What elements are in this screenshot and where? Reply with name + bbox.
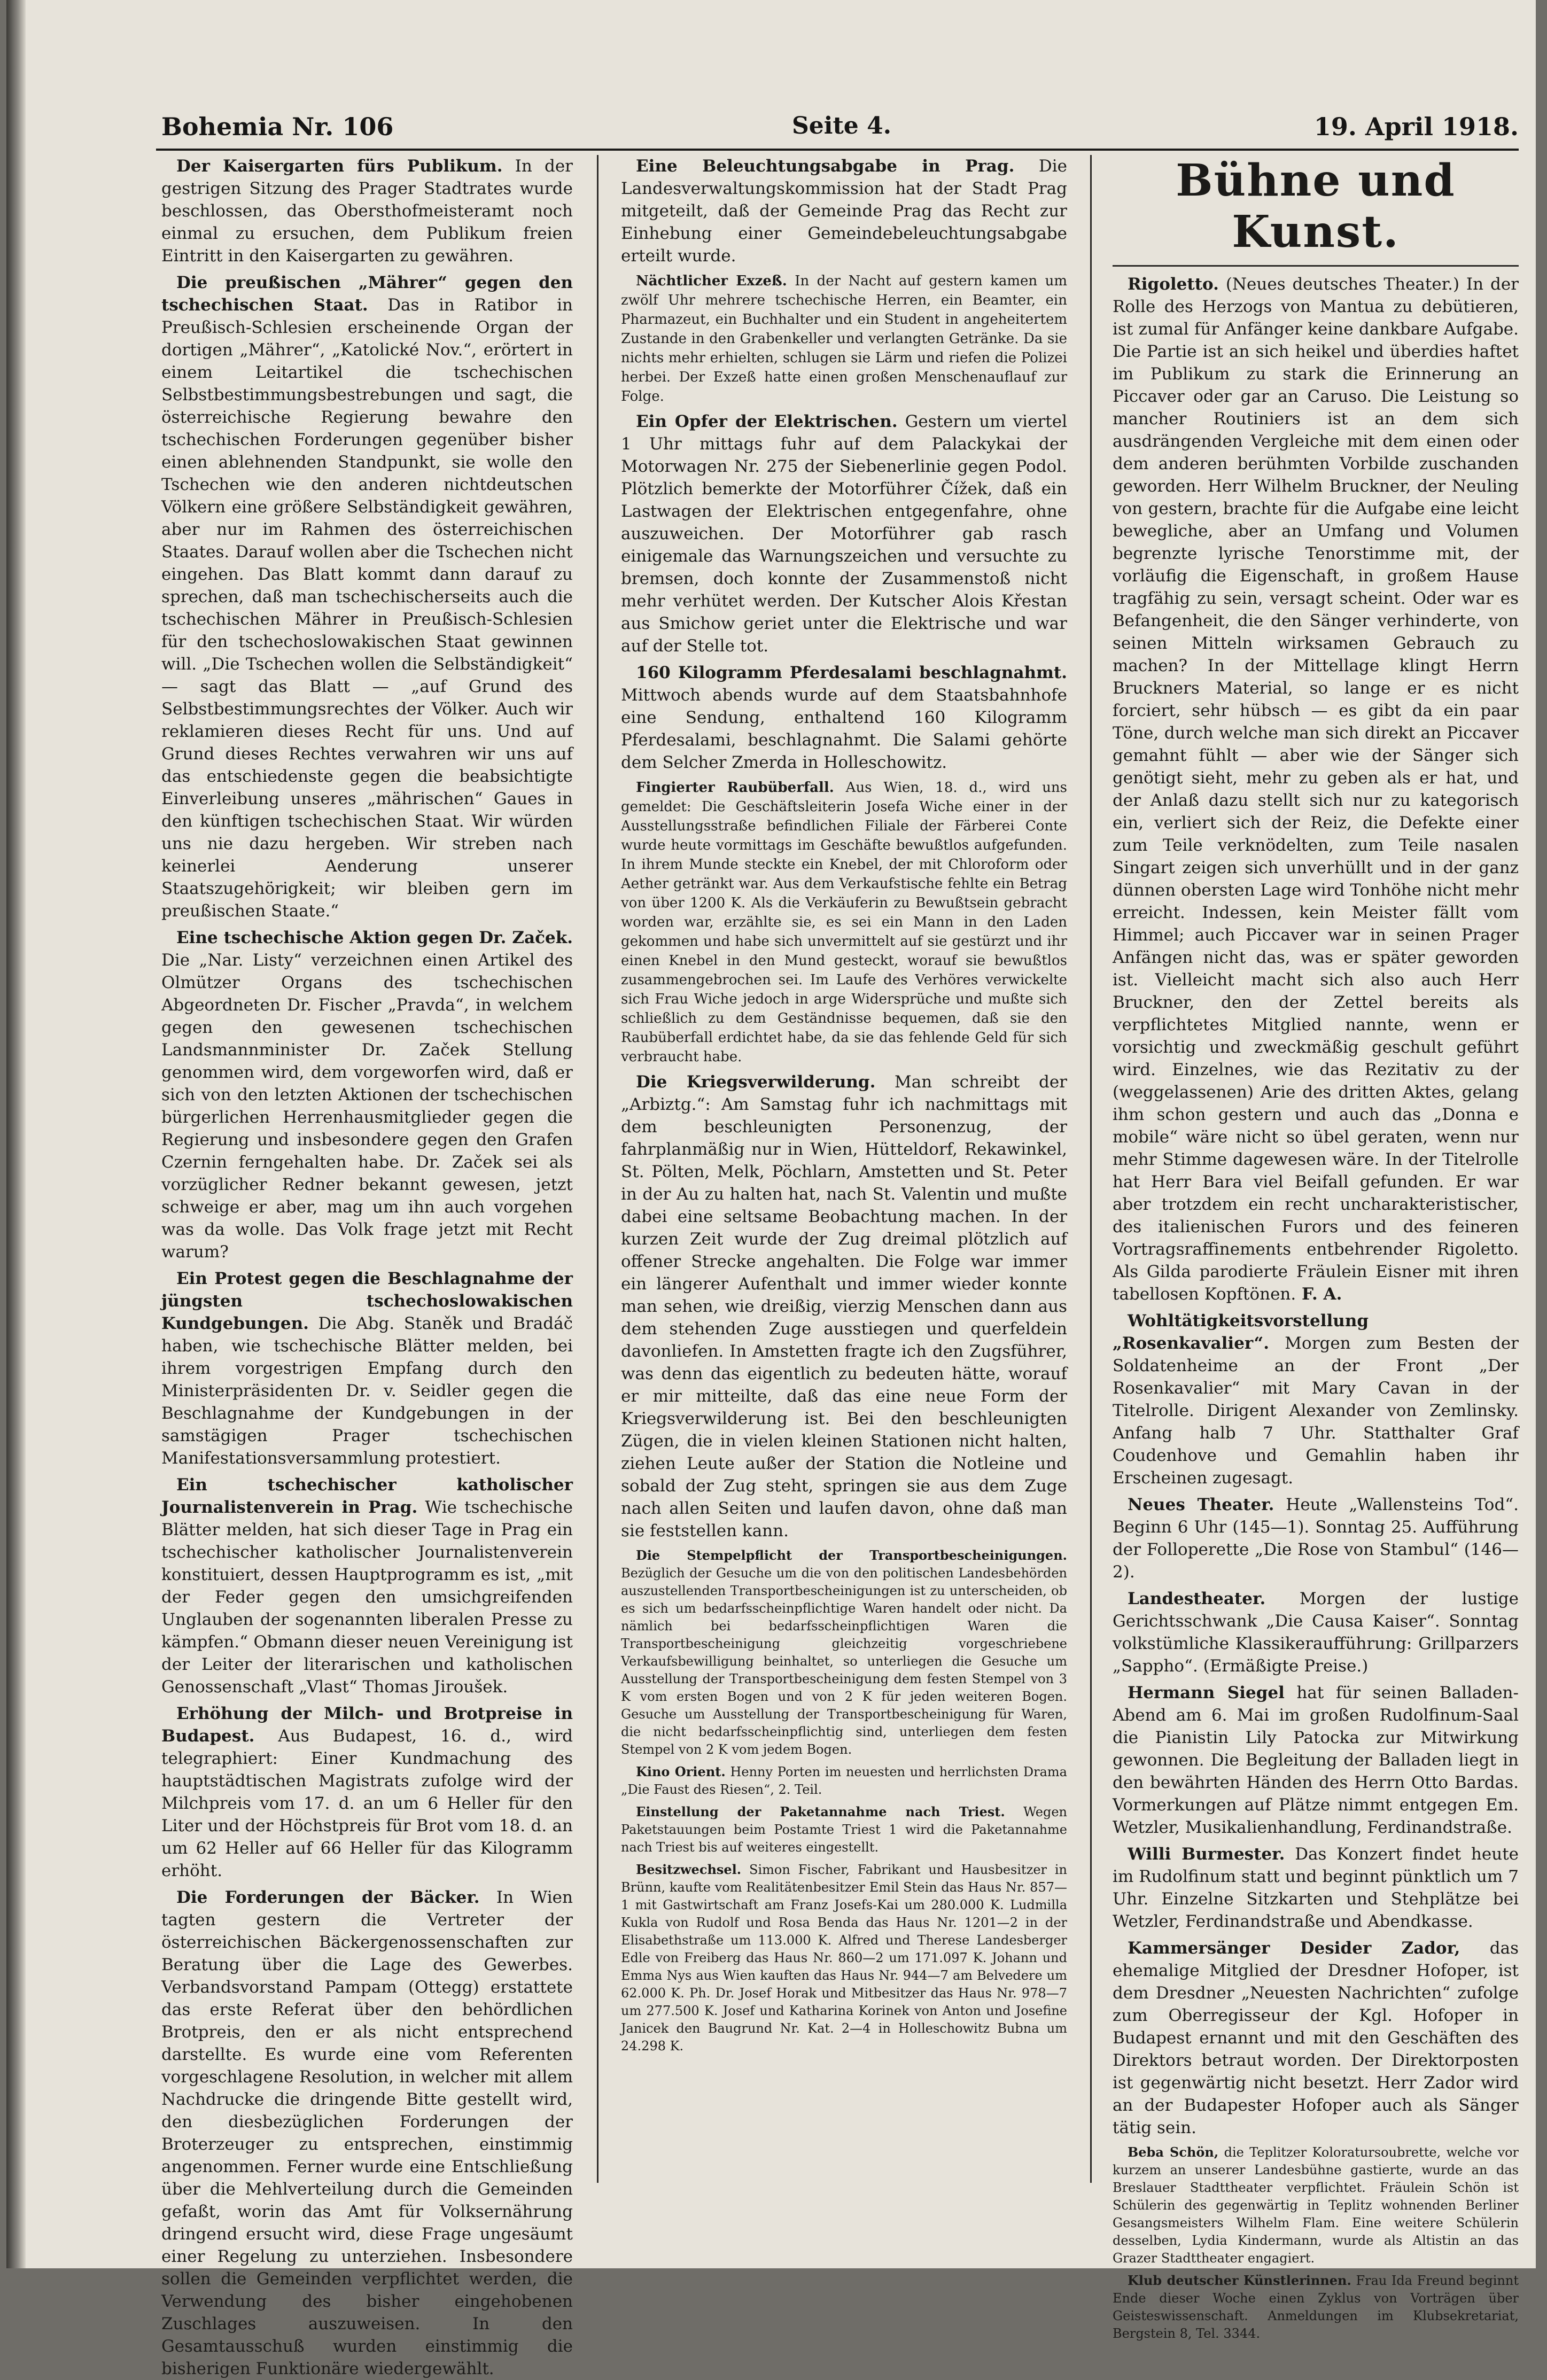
article-headline: Ein Protest gegen die Beschlagnahme der jüngsten tschechoslowakischen Kundgebungen.: [161, 1269, 573, 1333]
article-signature: F. A.: [1296, 1285, 1342, 1304]
article: [161, 1886, 573, 2380]
article: [1113, 1588, 1519, 1677]
article-body: Morgen zum Besten der Soldatenheime an der Front „Der Rosenkavalier“ mit Mary Cavan in der Titelrolle. Dirigent Alexander von Zemlinsky. Anfang halb 7 Uhr. Statthalter Graf Coudenhove und Gemahlin haben ihr Erscheinen zugesagt.: [1113, 1334, 1519, 1488]
article-body: Aus Wien, 18. d., wird uns gemeldet: Die Geschäftsleiterin Josefa Wiche einer in der Ausstellungsstraße befindlichen Filiale der Färberei Conte wurde heute vormittags im Geschäfte bewußtlos aufgefunden. In ihrem Munde steckte ein Knebel, der mit Chloroform oder Aether getränkt war. Aus dem Verkaufstische fehlte ein Betrag von über 1200 K. Als die Verkäuferin zu Bewußtsein gebracht worden war, erzählte sie, es sei ein Mann in den Laden gekommen und habe sich unvermittelt auf sie gestürzt und ihr einen Knebel in den Mund gesteckt, worauf sie bewußtlos zusammengebrochen sei. Im Laufe des Verhöres verwickelte sich Frau Wiche jedoch in arge Widersprüche und mußte sich schließlich zu dem Geständnisse bequemen, daß sie den Raubüberfall erdichtet habe, da sie das fehlende Geld für sich verbraucht habe.: [621, 780, 1067, 1065]
article: [161, 1702, 573, 1882]
article: [161, 927, 573, 1263]
article: [161, 155, 573, 267]
article-headline: Landestheater.: [1128, 1589, 1266, 1608]
masthead-rule: [156, 149, 1519, 151]
column-local-news: [161, 155, 573, 2378]
article-body: Wie tschechische Blätter melden, hat sich dieser Tage in Prag ein tschechischer katholischer Journalistenverein konstituiert, dessen Hauptprogramm es ist, „mit der Feder gegen den umsichgreifenden Unglauben der sogenannten liberalen Presse zu kämpfen.“ Obmann dieser neuen Vereinigung ist der Leiter der literarischen und katholischen Genossenschaft „Vlast“ Thomas Jiroušek.: [161, 1498, 573, 1697]
article-headline: Klub deutscher Künstlerinnen.: [1128, 2273, 1351, 2288]
article: [621, 410, 1067, 657]
article-headline: Kammersänger Desider Zador,: [1128, 1939, 1460, 1958]
article: [621, 155, 1067, 267]
article-body: Wegen Paketstauungen beim Postamte Triest 1 wird die Paketannahme nach Triest bis auf weiteres eingestellt.: [621, 1805, 1067, 1855]
masthead-page-number: Seite 4.: [792, 112, 892, 139]
article-headline: Einstellung der Paketannahme nach Triest.: [636, 1804, 1005, 1819]
section-title: Bühne und Kunst.: [1176, 155, 1456, 258]
article-body: Simon Fischer, Fabrikant und Hausbesitzer in Brünn, kaufte vom Realitätenbesitzer Emil Stein das Haus Nr. 857—1 mit Gastwirtschaft am Franz Josefs-Kai um 280.000 K. Ludmilla Kukla von Rudolf und Rosa Benda das Haus Nr. 1201—2 in der Elisabethstraße um 113.000 K. Alfred und Therese Landesberger Edle von Freiberg das Haus Nr. 860—2 um 171.097 K. Johann und Emma Nys aus Wien kauften das Haus Nr. 944—7 am Belvedere um 62.000 K. Ph. Dr. Josef Horak und Mitbesitzer das Haus Nr. 978—7 um 277.500 K. Josef und Katharina Korinek von Anton und Josefine Janicek den Baugrund Nr. Kat. 2—4 in Holleschowitz Bubna um 24.298 K.: [621, 1862, 1067, 2054]
article: [621, 1803, 1067, 1856]
masthead: [161, 112, 1519, 150]
article: [1113, 1937, 1519, 2139]
article-headline: Rigoletto.: [1128, 275, 1219, 294]
article-headline: Eine tschechische Aktion gegen Dr. Začek.: [176, 928, 573, 947]
article-body: In Wien tagten gestern die Vertreter der österreichischen Bäckergenossenschaften zur Beratung über die Lage des Gewerbes. Verbandsvorstand Pampam (Ottegg) erstattete das erste Referat über den behördlichen Brotpreis, den er als nicht entsprechend darstellte. Es wurde eine vom Referenten vorgeschlagene Resolution, in welcher mit allem Nachdrucke die dringende Bitte gestellt wird, den diesbezüglichen Forderungen der Broterzeuger zu entsprechen, einstimmig angenommen. Ferner wurde eine Entschließung über die Mehlverteilung durch die Gemeinden gefaßt, worin das Amt für Volksernährung dringend ersucht wird, diese Frage ungesäumt einer Regelung zu unterziehen. Insbesondere sollen die Gemeinden verpflichtet werden, die Verwendung des bisher eingehobenen Zuschlages auszuweisen. In den Gesamtausschuß wurden einstimmig die bisherigen Funktionäre wiedergewählt.: [161, 1888, 573, 2378]
article: [1113, 1843, 1519, 1933]
article: [621, 1546, 1067, 1759]
article-body: Die Landesverwaltungskommission hat der Stadt Prag mitgeteilt, daß der Gemeinde Prag das Recht zur Einhebung einer Gemeindebeleuchtungsabgabe erteilt wurde.: [621, 157, 1068, 266]
article: [621, 662, 1067, 774]
article-body: Gestern um viertel 1 Uhr mittags fuhr auf dem Palackykai der Motorwagen Nr. 275 der Siebenerlinie gegen Podol. Plötzlich bemerkte der Motorführer Čížek, daß ein Lastwagen der Elektrischen entgegenfahre, ohne auszuweichen. Der Motorführer gab rasch einigemale das Warnungszeichen und versuchte zu bremsen, doch konnte der Zusammenstoß nicht mehr verhütet werden. Der Kutscher Alois Křestan aus Smichow geriet unter die Elektrische und war auf der Stelle tot.: [621, 412, 1067, 656]
article: [621, 1763, 1067, 1799]
article-headline: Die preußischen „Mährer“ gegen den tschechischen Staat.: [161, 273, 573, 315]
masthead-date: 19. April 1918.: [1313, 112, 1519, 141]
article-headline: 160 Kilogramm Pferdesalami beschlagnahmt.: [636, 663, 1067, 682]
article: [1113, 1682, 1519, 1839]
newspaper-page: [6, 0, 1536, 2378]
article: [1113, 1494, 1519, 1583]
article-headline: Die Kriegsverwilderung.: [636, 1072, 876, 1092]
column-city-news: [621, 155, 1067, 2191]
article-headline: Nächtlicher Exzeß.: [636, 273, 787, 289]
article-body: Das in Ratibor in Preußisch-Schlesien erscheinende Organ der dortigen „Mährer“, „Katolické Nov.“, erörtert in einem Leitartikel die tschechischen Selbstbestimmungsbestrebungen und sagt, die österreichische Regierung bewahre den tschechischen Forderungen gegenüber bisher einen ablehnenden Standpunkt, sie wolle den Tschechen wie den anderen nichtdeutschen Völkern eine größere Selbständigkeit gewähren, aber nur im Rahmen des österreichischen Staates. Darauf wollen aber die Tschechen nicht eingehen. Das Blatt kommt dann darauf zu sprechen, daß man tschechischerseits auch die tschechischen Mährer in Preußisch-Schlesien für den tschechoslowakischen Staat gewinnen will. „Die Tschechen wollen die Selbständigkeit“ — sagt das Blatt — „auf Grund des Selbstbestimmungsrechtes der Völker. Auch wir reklamieren dieses Recht für uns. Und auf Grund dieses Rechtes verwahren wir uns auf das entschiedenste gegen die beabsichtigte Einverleibung unseres „mährischen“ Gaues in den künftigen tschechischen Staat. Wir würden uns nie dazu hergeben. Wir streben nach keinerlei Aenderung unserer Staatszugehörigkeit; wir bleiben gern im preußischen Staate.“: [161, 295, 573, 921]
article-body: hat für seinen Balladen-Abend am 6. Mai im großen Rudolfinum-Saal die Pianistin Lily Patocka zur Mitwirkung gewonnen. Die Begleitung der Balladen liegt in den bewährten Händen des Herrn Otto Bardas. Vormerkungen auf Plätze nimmt entgegen Em. Wetzler, Musikalienhandlung, Ferdinandstraße.: [1113, 1683, 1519, 1837]
column-divider: [597, 155, 598, 2183]
article-body: Man schreibt der „Arbiztg.“: Am Samstag fuhr ich nachmittags mit dem beschleunigten Personenzug, der fahrplanmäßig nur in Wien, Hütteldorf, Rekawinkel, St. Pölten, Melk, Pöchlarn, Amstetten und St. Peter in der Au zu halten hat, nach St. Valentin und mußte dabei eine seltsame Beobachtung machen. In der kurzen Zeit wurde der Zug dreimal plötzlich auf offener Strecke angehalten. Die Folge war immer ein längerer Aufenthalt und immer wieder konnte man sehen, wie dreißig, vierzig Menschen dann aus dem stehenden Zuge ausstiegen und querfeldein davonliefen. In Amstetten fragte ich den Zugsführer, was denn das eigentlich zu bedeuten hätte, worauf er mir mitteilte, daß das eine neue Form der Kriegsverwilderung ist. Bei den beschleunigten Zügen, die in vielen kleinen Stationen nicht halten, ziehen Leute außer der Station die Notleine und sobald der Zug steht, springen sie aus dem Zuge nach allen Seiten und laufen davon, ohne daß man sie feststellen kann.: [621, 1072, 1067, 1541]
article: [621, 778, 1067, 1067]
article-body: (Neues deutsches Theater.) In der Rolle des Herzogs von Mantua zu debütieren, ist zumal für Anfänger keine dankbare Aufgabe. Die Partie ist an sich heikel und überdies haftet im Publikum zu stark die Erinnerung an Piccaver oder gar an Caruso. Die Leistung so mancher Routiniers ist an dem sich ausdrängenden Vergleiche mit dem einen oder dem anderen berühmten Vorbilde zuschanden geworden. Herr Wilhelm Bruckner, der Neuling von gestern, brachte für die Aufgabe eine leicht bewegliche, aber an Umfang und Volumen begrenzte lyrische Tenorstimme mit, der vorläufig die Eigenschaft, in großem Hause tragfähig zu sein, versagt scheint. Oder war es Befangenheit, die den Sänger verhinderte, von seinen Mitteln wirksamen Gebrauch zu machen? In der Mittellage klingt Herrn Bruckners Material, so lange er es nicht forciert, sehr hübsch — es gibt da ein paar Töne, durch welche man sich direkt an Piccaver gemahnt fühlt — aber wie der Sänger sich genötigt sieht, mehr zu geben als er hat, und der Anlaß dazu stellt sich nur zu kategorisch ein, verliert sich der Reiz, die Defekte einer zum Teile verknödelten, zum Teile nasalen Singart zeigen sich unverhüllt und in der ganz dünnen obersten Lage wird Tonhöhe nicht mehr erreicht. Indessen, kein Meister fällt vom Himmel; auch Piccaver war in seinen Prager Anfängen nicht das, was er später geworden ist. Vielleicht macht sich also auch Herr Bruckner, den der Zettel bereits als verpflichtetes Mitglied nannte, wenn er vorsichtig und zweckmäßig geschult geführt wird. Einzelnes, wie das Rezitativ zu der (weggelassenen) Arie des dritten Aktes, gelang ihm schon gestern und auch das „Donna e mobile“ wäre nicht so übel geraten, wenn nur mehr Stimme dagewesen wäre. In der Titelrolle hat Herr Bara viel Beifall gefunden. Er war aber trotzdem ein recht uncharakteristischer, des italienischen Furors und des feineren Vortragsraffinements entbehrender Rigoletto. Als Gilda parodierte Fräulein Eisner mit ihren tabellosen Kopftönen.: [1113, 275, 1519, 1304]
article: [621, 271, 1067, 406]
article-headline: Die Forderungen der Bäcker.: [176, 1888, 480, 1907]
article-headline: Eine Beleuchtungsabgabe in Prag.: [636, 157, 1015, 176]
article-body: Die „Nar. Listy“ verzeichnen einen Artikel des Olmützer Organs des tschechischen Abgeordneten Dr. Fischer „Pravda“, in welchem gegen den gewesenen tschechischen Landsmannminister Dr. Začek Stellung genommen wird, dem vorgeworfen wird, daß er sich von den letzten Aktionen der tschechischen bürgerlichen Herrenhausmitglieder gegen die Regierung und insbesondere gegen den Grafen Czernin ferngehalten habe. Dr. Začek sei als vorzüglicher Redner bekannt gewesen, jetzt schweige er aber, mag um ihn auch vorgehen was da wolle. Das Volk frage jetzt mit Recht warum?: [161, 951, 573, 1262]
article-body: Mittwoch abends wurde auf dem Staatsbahnhofe eine Sendung, enthaltend 160 Kilogramm Pferdesalami, beschlagnahmt. Die Salami gehörte dem Selcher Zmerda in Holleschowitz.: [621, 686, 1067, 772]
article: [161, 1267, 573, 1469]
article: [621, 1861, 1067, 2055]
article-headline: Erhöhung der Milch- und Brotpreise in Budapest.: [161, 1704, 573, 1746]
article: [1113, 2272, 1519, 2343]
article-body: Henny Porten im neuesten und herrlichsten Drama „Die Faust des Riesen“, 2. Teil.: [621, 1764, 1067, 1797]
article-headline: Neues Theater.: [1128, 1495, 1274, 1514]
article-headline: Beba Schön,: [1128, 2144, 1219, 2160]
article-body: das ehemalige Mitglied der Dresdner Hofoper, ist dem Dresdner „Neuesten Nachrichten“ zufolge zum Oberregisseur der Kgl. Hofoper in Budapest ernannt und mit den Geschäften des Direktors betraut worden. Der Direktorposten ist gegenwärtig nicht besetzt. Herr Zador wird an der Budapester Hofoper auch als Sänger tätig sein.: [1113, 1939, 1519, 2137]
article-body: Bezüglich der Gesuche um die von den politischen Landesbehörden auszustellenden Transportbescheinigungen ist zu unterscheiden, ob es sich um bedarfsscheinpflichtige Waren handelt oder nicht. Da nämlich bei bedarfsscheinpflichtigen Waren die Transportbescheinigung gleichzeitig vorgeschriebene Verkaufsbewilligung beinhaltet, so unterliegen die Gesuche um Ausstellung der Transportbescheinigung dem festen Stempel von 3 K vom ersten Bogen und von 2 K für jeden weiteren Bogen. Gesuche um Ausstellung der Transportbescheinigung für Waren, die nicht bedarfsscheinpflichtig sind, unterliegen dem festen Stempel von 2 K vom jedem Bogen.: [621, 1566, 1067, 1757]
article-headline: Willi Burmester.: [1128, 1845, 1285, 1864]
masthead-issue: Bohemia Nr. 106: [161, 112, 394, 141]
column-arts: [1113, 155, 1519, 2341]
article: [161, 271, 573, 922]
arts-items: [1113, 273, 1519, 2343]
article-headline: Fingierter Raubüberfall.: [636, 780, 834, 796]
article-headline: Wohltätigkeitsvorstellung „Rosenkavalier“.: [1113, 1311, 1369, 1353]
article-body: Die Abg. Staněk und Bradáč haben, wie tschechische Blätter melden, bei ihrem vorgestrigen Empfang durch den Ministerpräsidenten Dr. v. Seidler gegen die Beschlagnahme der Kundgebungen in der samstägigen Prager tschechischen Manifestationsversammlung protestiert.: [161, 1314, 573, 1468]
article-headline: Der Kaisergarten fürs Publikum.: [176, 157, 503, 176]
article-headline: Kino Orient.: [636, 1764, 726, 1779]
article-body: In der Nacht auf gestern kamen um zwölf Uhr mehrere tschechische Herren, ein Beamter, ein Pharmazeut, ein Buchhalter und ein Student in angeheitertem Zustande in den Grabenkeller und verlangten Getränke. Da sie nichts mehr erhielten, schlugen sie Lärm und riefen die Polizei herbei. Der Exzeß hatte einen großen Menschenauflauf zur Folge.: [621, 273, 1067, 405]
article-body: Morgen der lustige Gerichtsschwank „Die Causa Kaiser“. Sonntag volkstümliche Klassikeraufführung: Grillparzers „Sappho“. (Ermäßigte Preise.): [1113, 1589, 1519, 1676]
article-headline: Die Stempelpflicht der Transportbescheinigungen.: [636, 1547, 1067, 1563]
article-headline: Besitzwechsel.: [636, 1862, 742, 1877]
article-headline: Hermann Siegel: [1128, 1683, 1285, 1702]
article: [1113, 1310, 1519, 1489]
binding-edge: [6, 0, 26, 2268]
article-headline: Ein tschechischer katholischer Journalistenverein in Prag.: [161, 1475, 573, 1517]
section-rule: [1113, 265, 1519, 267]
article: [1113, 2143, 1519, 2267]
article: [1113, 273, 1519, 1305]
article-body: die Teplitzer Koloratursoubrette, welche vor kurzem an unserer Landesbühne gastierte, wurde an das Breslauer Stadttheater verpflichtet. Fräulein Schön ist Schülerin des gegenwärtig in Teplitz wohnenden Berliner Gesangsmeisters Wilhelm Flam. Eine weitere Schülerin desselben, Lydia Kindermann, wurde als Altistin an das Grazer Stadttheater engagiert.: [1113, 2145, 1519, 2266]
article-body: In der gestrigen Sitzung des Prager Stadtrates wurde beschlossen, das Obersthofmeisteramt noch einmal zu ersuchen, dem Publikum freien Eintritt in den Kaisergarten zu gewähren.: [161, 157, 573, 266]
article: [621, 1071, 1067, 1542]
article-body: Das Konzert findet heute im Rudolfinum statt und beginnt pünktlich um 7 Uhr. Einzelne Sitzkarten und Stehplätze bei Wetzler, Ferdinandstraße und Abendkasse.: [1113, 1845, 1519, 1931]
column-divider: [1090, 155, 1092, 2183]
article-body: Aus Budapest, 16. d., wird telegraphiert: Einer Kundmachung des hauptstädtischen Magistrats zufolge wird der Milchpreis vom 17. d. an um 6 Heller für den Liter und der Höchstpreis für Brot vom 18. d. an um 62 Heller auf 66 Heller für das Kilogramm erhöht.: [161, 1726, 573, 1880]
article: [161, 1474, 573, 1698]
article-headline: Ein Opfer der Elektrischen.: [636, 412, 898, 431]
article-body: Frau Ida Freund beginnt Ende dieser Woche einen Zyklus von Vorträgen über Geisteswissenschaft. Anmeldungen im Klubsekretariat, Bergstein 8, Tel. 3344.: [1113, 2273, 1519, 2341]
article-body: Heute „Wallensteins Tod“. Beginn 6 Uhr (145—1). Sonntag 25. Aufführung der Folloperette „Die Rose von Stambul“ (146—2).: [1113, 1495, 1519, 1582]
